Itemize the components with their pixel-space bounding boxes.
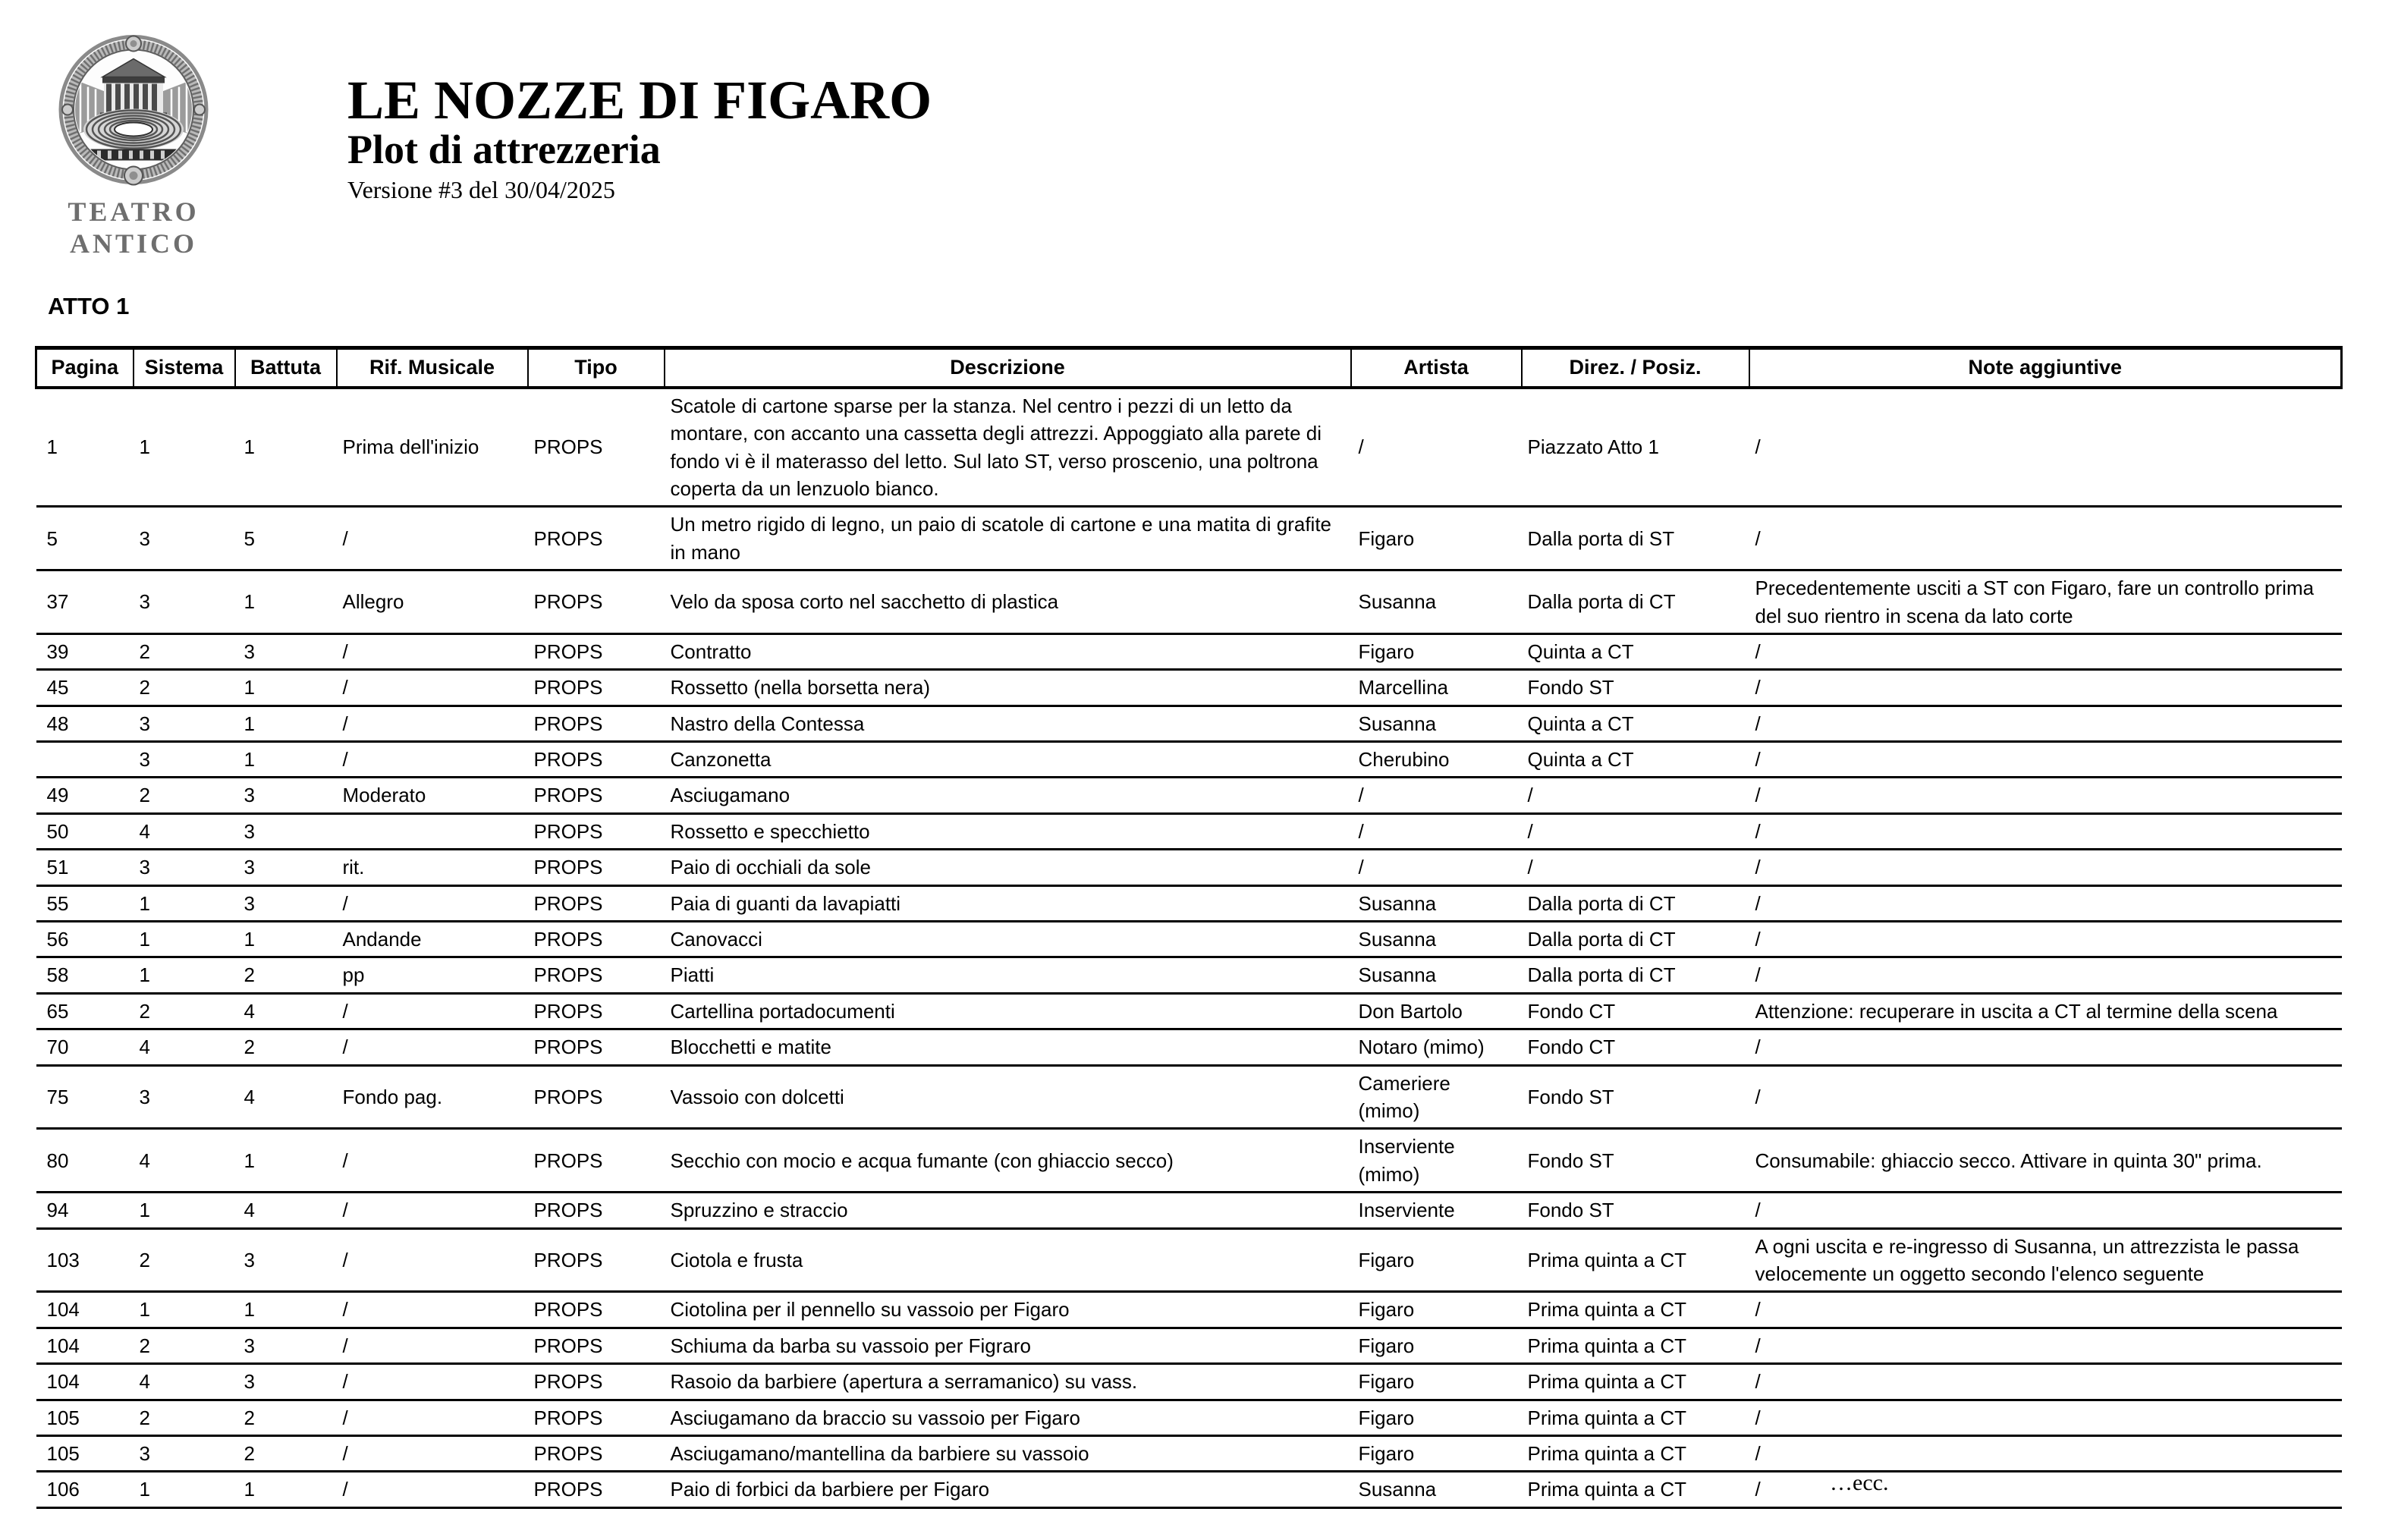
cell-descrizione: Rasoio da barbiere (apertura a serramanico) su vass. [665, 1364, 1351, 1400]
cell-direz-posiz: Dalla porta di ST [1522, 507, 1749, 570]
table-row [36, 1472, 2342, 1507]
cell-tipo: PROPS [528, 507, 665, 570]
column-header: Pagina [36, 348, 134, 388]
cell-rif-musicale: / [337, 885, 528, 921]
cell-sistema: 2 [134, 1400, 235, 1435]
cell-pagina: 5 [36, 507, 134, 570]
cell-descrizione: Vassoio con dolcetti [665, 1065, 1351, 1129]
cell-direz-posiz: / [1522, 850, 1749, 885]
table-row [36, 1400, 2342, 1435]
cell-tipo: PROPS [528, 1029, 665, 1065]
cell-rif-musicale: / [337, 1364, 528, 1400]
cell-battuta: 3 [235, 1228, 337, 1292]
cell-tipo: PROPS [528, 1435, 665, 1471]
cell-descrizione: Canzonetta [665, 742, 1351, 778]
cell-tipo: PROPS [528, 1364, 665, 1400]
cell-sistema: 3 [134, 570, 235, 634]
cell-sistema: 3 [134, 1435, 235, 1471]
cell-sistema: 1 [134, 1292, 235, 1328]
cell-pagina: 105 [36, 1400, 134, 1435]
table-row [36, 570, 2342, 634]
table-row [36, 850, 2342, 885]
table-row [36, 1328, 2342, 1363]
cell-battuta: 2 [235, 1029, 337, 1065]
table-row [36, 993, 2342, 1029]
column-header: Tipo [528, 348, 665, 388]
cell-rif-musicale: / [337, 1472, 528, 1507]
cell-pagina: 50 [36, 813, 134, 849]
cell-tipo: PROPS [528, 388, 665, 507]
theater-medallion-illustration [58, 32, 209, 187]
cell-tipo: PROPS [528, 885, 665, 921]
logo-caption-line1: TEATRO [68, 196, 200, 227]
cell-descrizione: Velo da sposa corto nel sacchetto di plastica [665, 570, 1351, 634]
table-row [36, 507, 2342, 570]
cell-artista: Susanna [1351, 922, 1522, 957]
cell-sistema: 1 [134, 1472, 235, 1507]
cell-rif-musicale: Prima dell'inizio [337, 388, 528, 507]
cell-pagina: 104 [36, 1292, 134, 1328]
cell-rif-musicale: rit. [337, 850, 528, 885]
cell-battuta: 4 [235, 1065, 337, 1129]
cell-sistema: 2 [134, 633, 235, 669]
cell-pagina: 70 [36, 1029, 134, 1065]
cell-rif-musicale: Moderato [337, 778, 528, 813]
cell-tipo: PROPS [528, 1065, 665, 1129]
cell-note: / [1749, 742, 2342, 778]
props-table [35, 346, 2343, 1509]
cell-descrizione: Nastro della Contessa [665, 706, 1351, 741]
cell-direz-posiz: Fondo ST [1522, 1129, 1749, 1193]
cell-battuta: 3 [235, 1364, 337, 1400]
cell-tipo: PROPS [528, 633, 665, 669]
cell-tipo: PROPS [528, 778, 665, 813]
table-header-row [36, 348, 2342, 388]
cell-tipo: PROPS [528, 742, 665, 778]
table-row [36, 1364, 2342, 1400]
act-heading: ATTO 1 [48, 293, 130, 319]
cell-tipo: PROPS [528, 850, 665, 885]
cell-sistema: 4 [134, 813, 235, 849]
cell-direz-posiz: Fondo CT [1522, 993, 1749, 1029]
cell-battuta: 1 [235, 1292, 337, 1328]
cell-pagina: 49 [36, 778, 134, 813]
cell-rif-musicale: / [337, 633, 528, 669]
cell-tipo: PROPS [528, 1472, 665, 1507]
column-header: Rif. Musicale [337, 348, 528, 388]
cell-sistema: 1 [134, 1193, 235, 1228]
cell-rif-musicale: / [337, 1228, 528, 1292]
cell-sistema: 2 [134, 1328, 235, 1363]
table-row [36, 1228, 2342, 1292]
cell-tipo: PROPS [528, 957, 665, 993]
column-header: Battuta [235, 348, 337, 388]
cell-pagina: 75 [36, 1065, 134, 1129]
cell-battuta: 5 [235, 507, 337, 570]
cell-note: Precedentemente usciti a ST con Figaro, fare un controllo prima del suo rientro in scena da lato corte [1749, 570, 2342, 634]
cell-direz-posiz: Piazzato Atto 1 [1522, 388, 1749, 507]
document-subtitle: Plot di attrezzeria [347, 127, 661, 172]
cell-battuta: 3 [235, 813, 337, 849]
cell-battuta: 1 [235, 742, 337, 778]
column-header: Note aggiuntive [1749, 348, 2342, 388]
cell-note: / [1749, 1400, 2342, 1435]
cell-pagina: 65 [36, 993, 134, 1029]
cell-note: / [1749, 633, 2342, 669]
cell-direz-posiz: Prima quinta a CT [1522, 1472, 1749, 1507]
cell-sistema: 4 [134, 1029, 235, 1065]
cell-artista: Cherubino [1351, 742, 1522, 778]
cell-artista: / [1351, 813, 1522, 849]
cell-rif-musicale: / [337, 670, 528, 706]
cell-battuta: 4 [235, 993, 337, 1029]
cell-tipo: PROPS [528, 706, 665, 741]
column-header: Descrizione [665, 348, 1351, 388]
cell-pagina: 103 [36, 1228, 134, 1292]
cell-note: / [1749, 507, 2342, 570]
cell-artista: Notaro (mimo) [1351, 1029, 1522, 1065]
cell-artista: Inserviente [1351, 1193, 1522, 1228]
cell-pagina: 45 [36, 670, 134, 706]
cell-direz-posiz: / [1522, 778, 1749, 813]
cell-sistema: 1 [134, 885, 235, 921]
cell-pagina: 55 [36, 885, 134, 921]
cell-note: Attenzione: recuperare in uscita a CT al termine della scena [1749, 993, 2342, 1029]
props-table-container [35, 346, 2340, 1509]
cell-direz-posiz: Prima quinta a CT [1522, 1364, 1749, 1400]
cell-descrizione: Ciotolina per il pennello su vassoio per Figaro [665, 1292, 1351, 1328]
cell-descrizione: Un metro rigido di legno, un paio di scatole di cartone e una matita di grafite in mano [665, 507, 1351, 570]
cell-tipo: PROPS [528, 570, 665, 634]
table-row [36, 1292, 2342, 1328]
cell-descrizione: Ciotola e frusta [665, 1228, 1351, 1292]
logo-caption [35, 196, 232, 259]
cell-sistema: 2 [134, 1228, 235, 1292]
cell-sistema: 1 [134, 957, 235, 993]
cell-tipo: PROPS [528, 813, 665, 849]
cell-pagina: 56 [36, 922, 134, 957]
cell-note: / [1749, 957, 2342, 993]
cell-battuta: 1 [235, 670, 337, 706]
cell-battuta: 3 [235, 885, 337, 921]
cell-tipo: PROPS [528, 1193, 665, 1228]
cell-note: / [1749, 1292, 2342, 1328]
table-row [36, 885, 2342, 921]
cell-note: Consumabile: ghiaccio secco. Attivare in quinta 30" prima. [1749, 1129, 2342, 1193]
cell-battuta: 1 [235, 1129, 337, 1193]
cell-rif-musicale: Allegro [337, 570, 528, 634]
cell-artista: Susanna [1351, 706, 1522, 741]
cell-rif-musicale: / [337, 1193, 528, 1228]
cell-descrizione: Paio di forbici da barbiere per Figaro [665, 1472, 1351, 1507]
cell-direz-posiz: Prima quinta a CT [1522, 1435, 1749, 1471]
document-title: LE NOZZE DI FIGARO [347, 70, 932, 130]
cell-rif-musicale: / [337, 993, 528, 1029]
cell-rif-musicale: / [337, 1328, 528, 1363]
cell-artista: Figaro [1351, 1400, 1522, 1435]
cell-descrizione: Secchio con mocio e acqua fumante (con ghiaccio secco) [665, 1129, 1351, 1193]
document-version: Versione #3 del 30/04/2025 [347, 176, 615, 203]
cell-rif-musicale: / [337, 742, 528, 778]
table-row [36, 1435, 2342, 1471]
cell-descrizione: Canovacci [665, 922, 1351, 957]
table-row [36, 813, 2342, 849]
cell-rif-musicale [337, 813, 528, 849]
cell-direz-posiz: Dalla porta di CT [1522, 570, 1749, 634]
cell-sistema: 4 [134, 1129, 235, 1193]
cell-direz-posiz: Quinta a CT [1522, 633, 1749, 669]
cell-direz-posiz: Fondo CT [1522, 1029, 1749, 1065]
cell-artista: / [1351, 850, 1522, 885]
cell-tipo: PROPS [528, 670, 665, 706]
column-header: Direz. / Posiz. [1522, 348, 1749, 388]
cell-direz-posiz: Prima quinta a CT [1522, 1228, 1749, 1292]
cell-note: / [1749, 670, 2342, 706]
cell-artista: Cameriere (mimo) [1351, 1065, 1522, 1129]
cell-direz-posiz: / [1522, 813, 1749, 849]
table-row [36, 1029, 2342, 1065]
teatro-antico-logo [58, 32, 209, 259]
cell-artista: Figaro [1351, 1435, 1522, 1471]
cell-battuta: 1 [235, 1472, 337, 1507]
cell-sistema: 3 [134, 507, 235, 570]
cell-note: / [1749, 1029, 2342, 1065]
table-row [36, 778, 2342, 813]
cell-artista: / [1351, 778, 1522, 813]
cell-pagina: 94 [36, 1193, 134, 1228]
cell-sistema: 2 [134, 778, 235, 813]
cell-battuta: 3 [235, 778, 337, 813]
cell-rif-musicale: / [337, 1129, 528, 1193]
cell-battuta: 1 [235, 922, 337, 957]
cell-pagina: 58 [36, 957, 134, 993]
cell-rif-musicale: / [337, 1400, 528, 1435]
cell-sistema: 1 [134, 922, 235, 957]
table-row [36, 1193, 2342, 1228]
cell-direz-posiz: Dalla porta di CT [1522, 885, 1749, 921]
cell-artista: Susanna [1351, 570, 1522, 634]
cell-note: / [1749, 1435, 2342, 1471]
cell-direz-posiz: Fondo ST [1522, 1065, 1749, 1129]
cell-note: A ogni uscita e re-ingresso di Susanna, un attrezzista le passa velocemente un oggetto secondo l'elenco seguente [1749, 1228, 2342, 1292]
cell-note: / [1749, 706, 2342, 741]
cell-descrizione: Asciugamano [665, 778, 1351, 813]
cell-note: / [1749, 813, 2342, 849]
column-header: Artista [1351, 348, 1522, 388]
cell-artista: Figaro [1351, 1364, 1522, 1400]
table-row [36, 957, 2342, 993]
cell-sistema: 3 [134, 742, 235, 778]
cell-artista: Marcellina [1351, 670, 1522, 706]
cell-pagina: 39 [36, 633, 134, 669]
cell-sistema: 3 [134, 706, 235, 741]
cell-pagina [36, 742, 134, 778]
cell-note: / [1749, 388, 2342, 507]
cell-descrizione: Rossetto e specchietto [665, 813, 1351, 849]
cell-rif-musicale: pp [337, 957, 528, 993]
logo-caption-line2: ANTICO [69, 228, 198, 259]
cell-note: / [1749, 1193, 2342, 1228]
cell-pagina: 105 [36, 1435, 134, 1471]
cell-artista: Figaro [1351, 1292, 1522, 1328]
cell-artista: Figaro [1351, 1328, 1522, 1363]
cell-descrizione: Asciugamano/mantellina da barbiere su vassoio [665, 1435, 1351, 1471]
cell-sistema: 2 [134, 670, 235, 706]
cell-tipo: PROPS [528, 1228, 665, 1292]
cell-rif-musicale: / [337, 1029, 528, 1065]
cell-note: / [1749, 1364, 2342, 1400]
cell-pagina: 80 [36, 1129, 134, 1193]
cell-pagina: 48 [36, 706, 134, 741]
cell-direz-posiz: Fondo ST [1522, 1193, 1749, 1228]
cell-sistema: 1 [134, 388, 235, 507]
cell-direz-posiz: Dalla porta di CT [1522, 957, 1749, 993]
cell-artista: Figaro [1351, 633, 1522, 669]
cell-battuta: 2 [235, 957, 337, 993]
table-row [36, 706, 2342, 741]
cell-direz-posiz: Fondo ST [1522, 670, 1749, 706]
table-row [36, 388, 2342, 507]
cell-battuta: 3 [235, 1328, 337, 1363]
cell-direz-posiz: Quinta a CT [1522, 742, 1749, 778]
cell-artista: Figaro [1351, 1228, 1522, 1292]
cell-direz-posiz: Prima quinta a CT [1522, 1328, 1749, 1363]
cell-descrizione: Cartellina portadocumenti [665, 993, 1351, 1029]
cell-direz-posiz: Prima quinta a CT [1522, 1400, 1749, 1435]
column-header: Sistema [134, 348, 235, 388]
cell-direz-posiz: Quinta a CT [1522, 706, 1749, 741]
cell-note: / [1749, 922, 2342, 957]
cell-battuta: 3 [235, 633, 337, 669]
cell-battuta: 1 [235, 570, 337, 634]
cell-battuta: 2 [235, 1435, 337, 1471]
cell-rif-musicale: / [337, 706, 528, 741]
cell-pagina: 51 [36, 850, 134, 885]
cell-battuta: 2 [235, 1400, 337, 1435]
table-row [36, 922, 2342, 957]
etc-continuation-label: …ecc. [1830, 1470, 1889, 1495]
cell-artista: Susanna [1351, 957, 1522, 993]
cell-tipo: PROPS [528, 1400, 665, 1435]
cell-rif-musicale: / [337, 507, 528, 570]
cell-descrizione: Blocchetti e matite [665, 1029, 1351, 1065]
cell-rif-musicale: Andande [337, 922, 528, 957]
cell-note: / [1749, 1328, 2342, 1363]
cell-descrizione: Scatole di cartone sparse per la stanza. Nel centro i pezzi di un letto da montare, con accanto una cassetta degli attrezzi. Appoggiato alla parete di fondo vi è il materasso del letto. Sul lato ST, verso proscenio, una poltrona coperta da un lenzuolo bianco. [665, 388, 1351, 507]
cell-descrizione: Schiuma da barba su vassoio per Figraro [665, 1328, 1351, 1363]
cell-descrizione: Contratto [665, 633, 1351, 669]
cell-note: / [1749, 1472, 2342, 1507]
cell-pagina: 1 [36, 388, 134, 507]
cell-note: / [1749, 778, 2342, 813]
cell-tipo: PROPS [528, 1328, 665, 1363]
table-row [36, 742, 2342, 778]
table-row [36, 1065, 2342, 1129]
cell-pagina: 104 [36, 1328, 134, 1363]
cell-artista: Inserviente (mimo) [1351, 1129, 1522, 1193]
cell-note: / [1749, 850, 2342, 885]
cell-descrizione: Spruzzino e straccio [665, 1193, 1351, 1228]
cell-sistema: 2 [134, 993, 235, 1029]
cell-tipo: PROPS [528, 1292, 665, 1328]
cell-battuta: 3 [235, 850, 337, 885]
cell-artista: / [1351, 388, 1522, 507]
cell-artista: Figaro [1351, 507, 1522, 570]
cell-rif-musicale: / [337, 1435, 528, 1471]
cell-direz-posiz: Dalla porta di CT [1522, 922, 1749, 957]
table-row [36, 1129, 2342, 1193]
cell-descrizione: Piatti [665, 957, 1351, 993]
cell-rif-musicale: / [337, 1292, 528, 1328]
table-row [36, 670, 2342, 706]
cell-artista: Don Bartolo [1351, 993, 1522, 1029]
cell-pagina: 106 [36, 1472, 134, 1507]
cell-tipo: PROPS [528, 1129, 665, 1193]
cell-descrizione: Asciugamano da braccio su vassoio per Figaro [665, 1400, 1351, 1435]
cell-battuta: 1 [235, 706, 337, 741]
cell-rif-musicale: Fondo pag. [337, 1065, 528, 1129]
cell-note: / [1749, 885, 2342, 921]
cell-sistema: 3 [134, 1065, 235, 1129]
cell-tipo: PROPS [528, 993, 665, 1029]
cell-battuta: 4 [235, 1193, 337, 1228]
cell-battuta: 1 [235, 388, 337, 507]
cell-pagina: 37 [36, 570, 134, 634]
cell-sistema: 3 [134, 850, 235, 885]
cell-direz-posiz: Prima quinta a CT [1522, 1292, 1749, 1328]
cell-descrizione: Rossetto (nella borsetta nera) [665, 670, 1351, 706]
cell-artista: Susanna [1351, 1472, 1522, 1507]
table-row [36, 633, 2342, 669]
cell-descrizione: Paio di occhiali da sole [665, 850, 1351, 885]
cell-sistema: 4 [134, 1364, 235, 1400]
cell-artista: Susanna [1351, 885, 1522, 921]
cell-tipo: PROPS [528, 922, 665, 957]
cell-descrizione: Paia di guanti da lavapiatti [665, 885, 1351, 921]
cell-note: / [1749, 1065, 2342, 1129]
cell-pagina: 104 [36, 1364, 134, 1400]
